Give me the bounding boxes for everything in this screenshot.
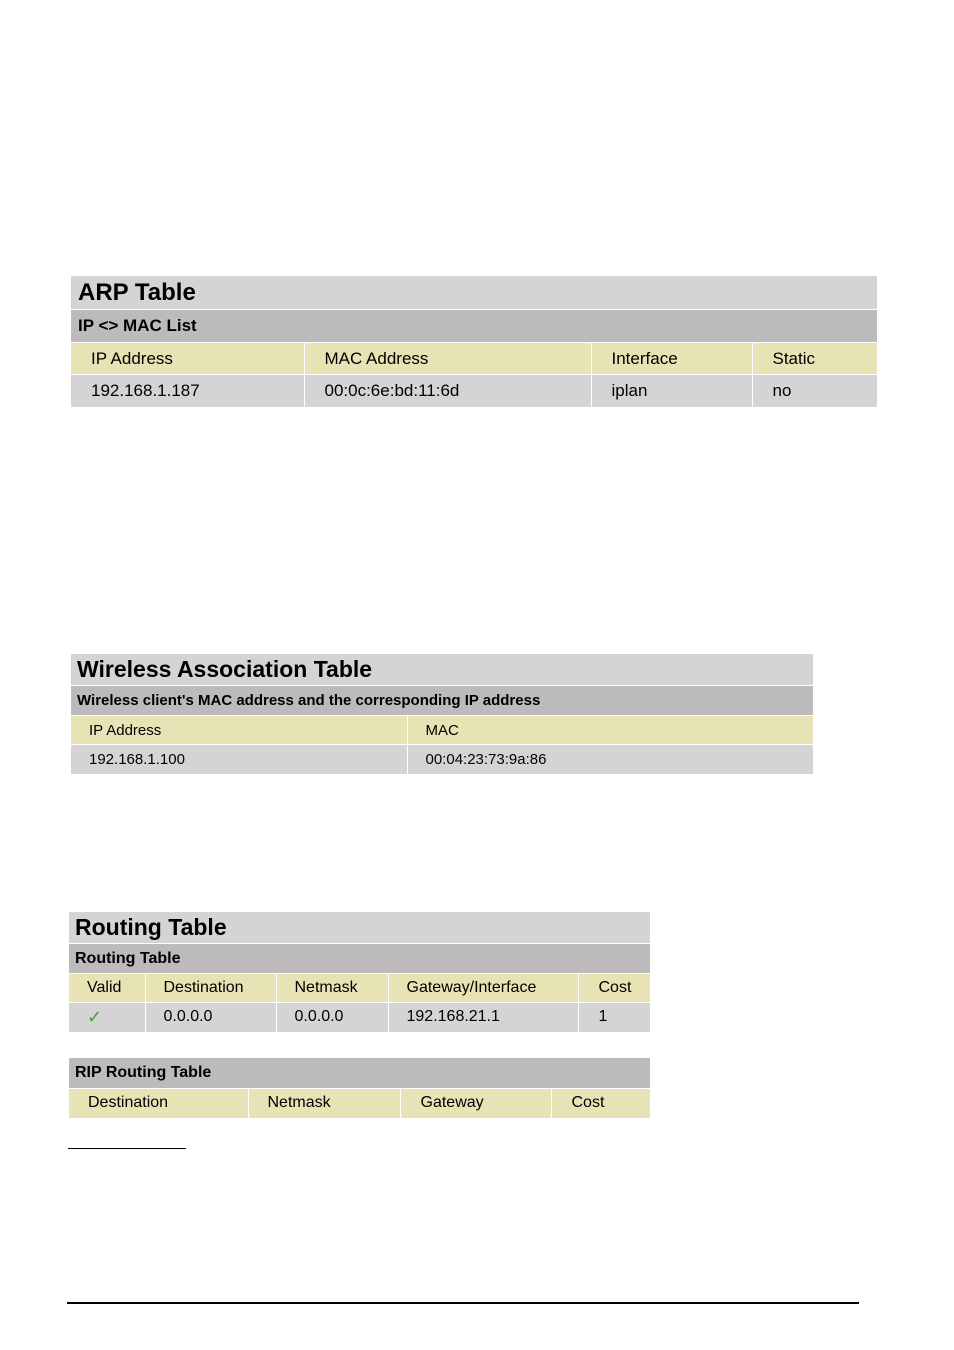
- routing-col-netmask: Netmask: [276, 974, 388, 1003]
- arp-col-ip: IP Address: [71, 343, 304, 375]
- rip-header-row: [69, 1089, 650, 1118]
- rip-col-cost: Cost: [551, 1089, 650, 1118]
- rip-table-panel: [69, 1058, 650, 1118]
- arp-cell-ip: 192.168.1.187: [71, 375, 304, 407]
- routing-table-subtitle: Routing Table: [69, 944, 650, 974]
- wireless-col-mac: MAC: [407, 716, 813, 745]
- routing-cell-destination: 0.0.0.0: [145, 1003, 276, 1032]
- routing-col-cost: Cost: [578, 974, 650, 1003]
- wireless-association-table: [71, 654, 813, 774]
- rip-table-subtitle: RIP Routing Table: [69, 1058, 650, 1089]
- wireless-cell-ip: 192.168.1.100: [71, 745, 407, 774]
- rip-col-gateway: Gateway: [400, 1089, 551, 1118]
- wireless-table-title: Wireless Association Table: [71, 654, 813, 686]
- arp-cell-static: no: [752, 375, 877, 407]
- arp-header-row: [71, 343, 877, 375]
- arp-table-subtitle: IP <> MAC List: [71, 310, 877, 343]
- wireless-table-panel: [71, 654, 813, 774]
- arp-table-title: ARP Table: [71, 276, 877, 310]
- routing-table: [69, 912, 650, 1032]
- routing-col-destination: Destination: [145, 974, 276, 1003]
- routing-col-valid: Valid: [69, 974, 145, 1003]
- page-footer-rule: [67, 1302, 859, 1304]
- rip-col-netmask: Netmask: [248, 1089, 400, 1118]
- wireless-cell-mac: 00:04:23:73:9a:86: [407, 745, 813, 774]
- arp-col-static: Static: [752, 343, 877, 375]
- arp-table: [71, 276, 877, 407]
- routing-cell-gateway: 192.168.21.1: [388, 1003, 578, 1032]
- arp-col-interface: Interface: [591, 343, 752, 375]
- arp-table-panel: [71, 276, 877, 407]
- wireless-table-subtitle: Wireless client's MAC address and the corresponding IP address: [71, 686, 813, 716]
- table-row: [69, 1003, 650, 1032]
- arp-col-mac: MAC Address: [304, 343, 591, 375]
- rip-routing-table: [69, 1058, 650, 1118]
- table-row: [71, 745, 813, 774]
- routing-cell-netmask: 0.0.0.0: [276, 1003, 388, 1032]
- table-row: [71, 375, 877, 407]
- routing-header-row: [69, 974, 650, 1003]
- routing-cell-valid: [69, 1003, 145, 1032]
- rip-col-destination: Destination: [69, 1089, 248, 1118]
- arp-cell-interface: iplan: [591, 375, 752, 407]
- wireless-col-ip: IP Address: [71, 716, 407, 745]
- routing-col-gateway-interface: Gateway/Interface: [388, 974, 578, 1003]
- footnote-separator: [68, 1148, 186, 1149]
- check-icon: ✓: [87, 1006, 103, 1027]
- routing-table-panel: [69, 912, 650, 1032]
- routing-cell-cost: 1: [578, 1003, 650, 1032]
- routing-table-title: Routing Table: [69, 912, 650, 944]
- wireless-header-row: [71, 716, 813, 745]
- arp-cell-mac: 00:0c:6e:bd:11:6d: [304, 375, 591, 407]
